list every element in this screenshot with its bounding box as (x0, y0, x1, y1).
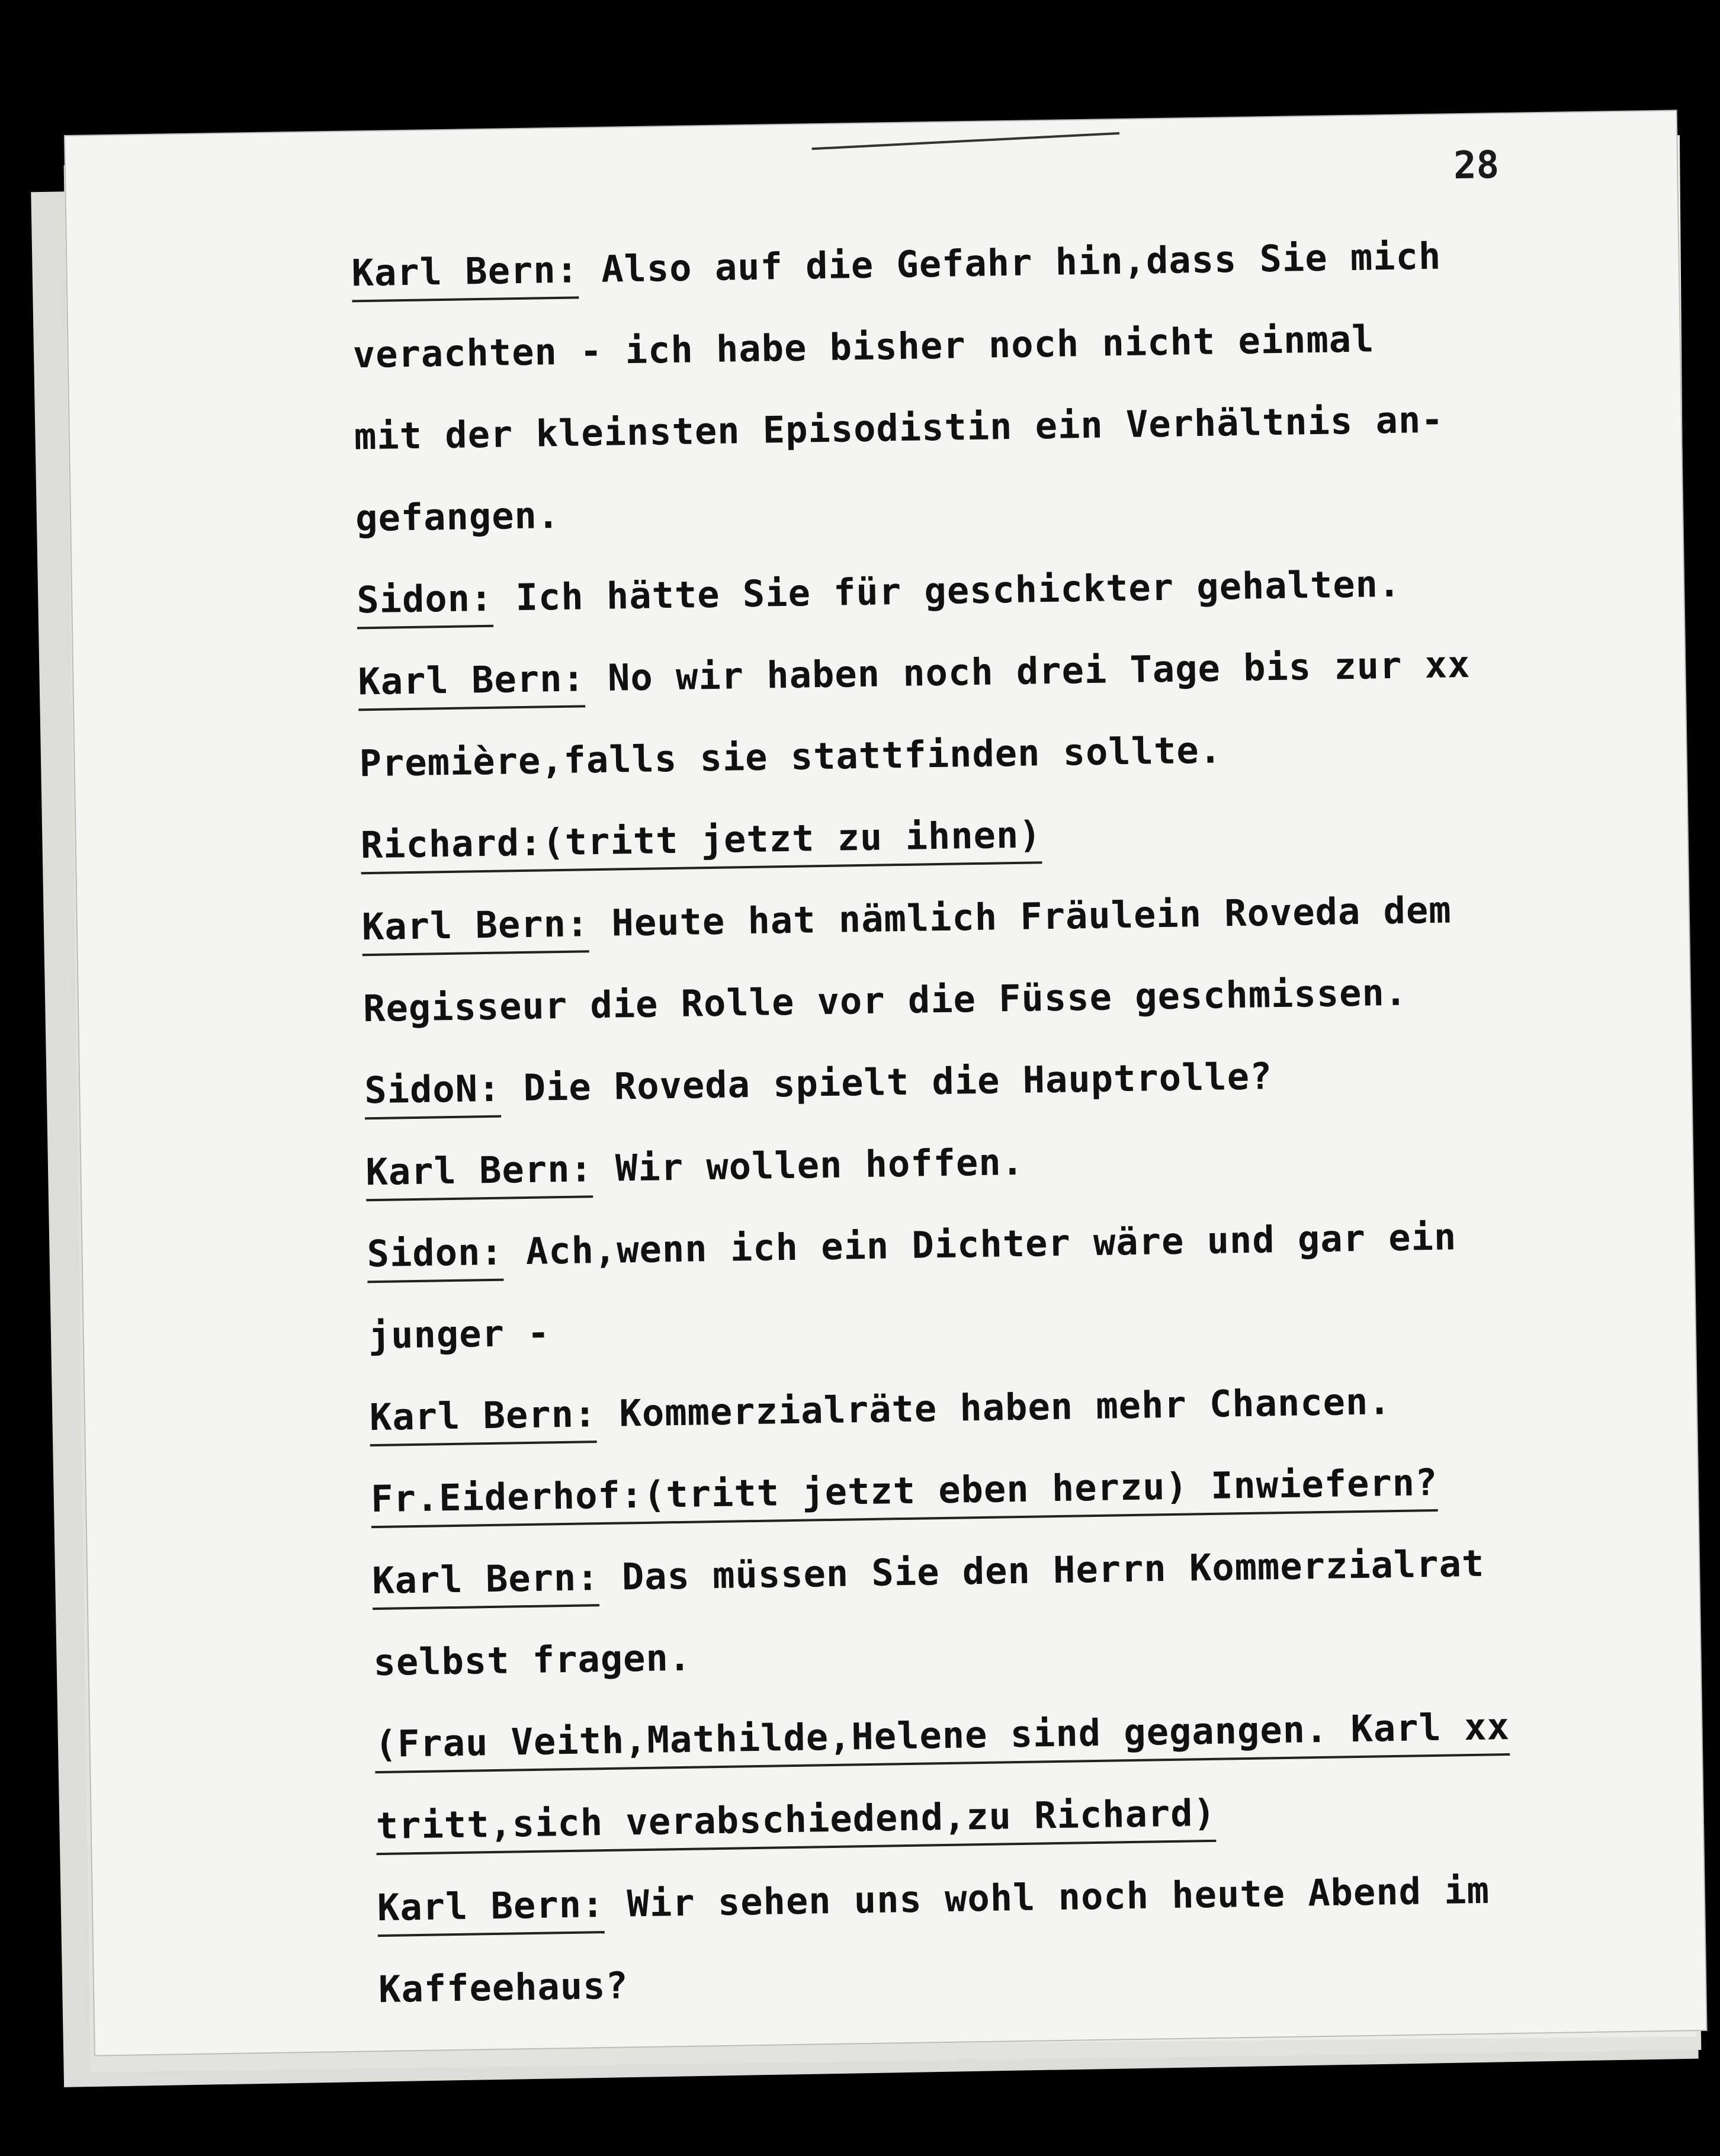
line-text: Regisseur die Rolle vor die Füsse geschmissen. (362, 970, 1408, 1031)
stage-direction: tritt,sich verabschiedend,zu Richard) (376, 1791, 1216, 1856)
line-text: No wir haben noch drei Tage bis zur xx (585, 642, 1471, 700)
stage-direction: (tritt jetzt eben herzu) Inwiefern? (643, 1461, 1439, 1524)
line-text: Das müssen Sie den Herrn Kommerzialrat (599, 1541, 1485, 1599)
line-text: Heute hat nämlich Fräulein Roveda dem (588, 888, 1452, 945)
speaker-name: Richard: (360, 821, 543, 875)
line-text: junger - (368, 1311, 551, 1358)
line-text: Also auf die Gefahr hin,dass Sie mich (578, 234, 1442, 291)
line-text: Wir wollen hoffen. (592, 1140, 1025, 1191)
line-text: selbst fragen. (373, 1635, 692, 1685)
speaker-name: Karl Bern: (372, 1555, 600, 1610)
line-text: Die Roveda spielt die Hauptrolle? (500, 1054, 1273, 1110)
line-text: Première,falls sie stattfinden sollte. (359, 728, 1222, 785)
stage-direction: (tritt jetzt zu ihnen) (542, 813, 1042, 872)
stage-direction: (Frau Veith,Mathilde,Helene sind gegangen. Karl xx (374, 1705, 1510, 1773)
speaker-name: Fr.Eiderhof: (371, 1473, 644, 1529)
speaker-name: Karl Bern: (369, 1392, 597, 1446)
line-text: verachten - ich habe bisher noch nicht einmal (352, 317, 1375, 377)
speaker-name: Karl Bern: (358, 656, 586, 711)
typescript-page (65, 111, 1706, 2055)
speaker-name: Karl Bern: (365, 1147, 593, 1201)
line-text: gefangen. (355, 493, 560, 540)
speaker-name: Karl Bern: (361, 901, 589, 956)
line-text: Kommerzialräte haben mehr Chancen. (596, 1379, 1392, 1436)
speaker-name: Sidon: (367, 1230, 503, 1284)
speaker-name: Karl Bern: (351, 248, 579, 302)
page-number: 28 (1453, 143, 1500, 188)
line-text: Kaffeehaus? (378, 1964, 629, 2011)
speaker-name: SidoN: (364, 1067, 501, 1120)
dialogue-lines (351, 213, 1652, 2030)
speaker-name: Karl Bern: (377, 1882, 605, 1937)
speaker-name: Sidon: (357, 576, 493, 630)
top-rule (812, 132, 1120, 150)
line-text: Ich hätte Sie für geschickter gehalten. (492, 562, 1401, 620)
line-text: Ach,wenn ich ein Dichter wäre und gar ein (503, 1215, 1457, 1273)
line-text: Wir sehen uns wohl noch heute Abend im (604, 1868, 1490, 1926)
line-text: mit der kleinsten Episodistin ein Verhältnis an- (354, 397, 1445, 458)
